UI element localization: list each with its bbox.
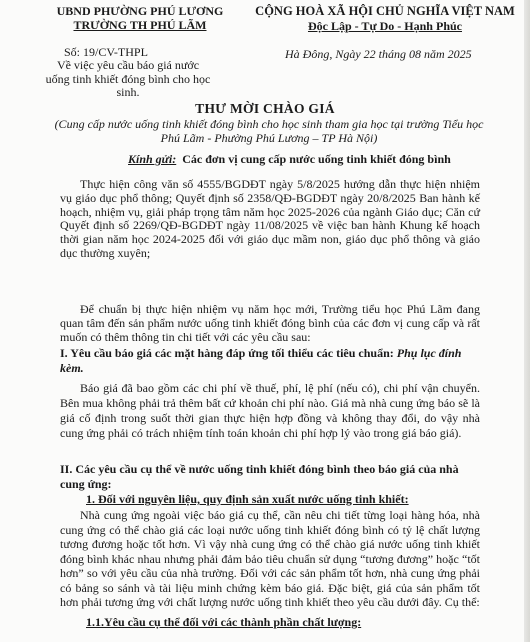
greeting-recipient: Các đơn vị cung cấp nước uống tinh khiết đóng bình (182, 152, 451, 166)
national-header (250, 4, 520, 34)
section-heading-1 (60, 346, 480, 375)
paragraph-pricing-terms: Báo giá đã bao gồm các chi phí về thuế, phí, lệ phí (nếu có), chi phí vận chuyển. Bên mua không phải trả thêm bất cứ khoản chi phí nào. Giá mà nhà cung ứng báo sẽ là giá cố định trong suốt thời gian thực hiện hợp đồng và không thay đổi, do vậy nhà cung ứng phải có trách nhiệm tính toán khoản chi phí hợp lý vào trong giá báo giá). (60, 381, 480, 440)
ward-name: UBND PHƯỜNG PHÚ LƯƠNG (56, 4, 224, 18)
document-title: THƯ MỜI CHÀO GIÁ (195, 101, 335, 116)
section-heading-1-appendix: Phụ lục đính kèm. (60, 346, 462, 375)
paragraph-purpose: Để chuẩn bị thực hiện nhiệm vụ năm học mới, Trường tiểu học Phú Lãm đang quan tâm đến sản phẩm nước uống tinh khiết đóng bình của các đơn vị cung cấp và rất muốn có thêm thông tin chi tiết với các yêu cầu sau: (60, 302, 480, 344)
subsection-heading-1-1: 1.1.Yêu cầu cụ thể đối với các thành phần chất lượng: (86, 615, 362, 629)
paragraph-product-requirements: Nhà cung ứng ngoài việc báo giá cụ thể, cần nêu chi tiết từng loại hàng hóa, nhà cung ứng có thể chào giá các loại nước uống tinh khiết đóng bình có tỷ lệ chất lượng tương đương hoặc tốt hơn. Vì vậy nhà cung ứng có thể chào giá nước uống tinh khiết đóng bình khác nhau nhưng phải đảm bảo tiêu chuẩn sử dụng “tương đương” hoặc “tốt hơn” so với yêu cầu của nhà trường. Đối với các sản phẩm tốt hơn, nhà cung ứng phải có bảng so sánh và tài liệu minh chứng kèm báo giá. Đặc biệt, giá của sản phẩm tốt hơn phải tương ứng với chất lượng nước uống tinh khiết theo yêu cầu dưới đây. Cụ thể: (60, 508, 480, 609)
country-name: CỘNG HOÀ XÃ HỘI CHỦ NGHĨA VIỆT NAM (255, 4, 515, 18)
paragraph-legal-basis: Thực hiện công văn số 4555/BGDĐT ngày 5/8/2025 hướng dẫn thực hiện nhiệm vụ giáo dục phổ thông; Quyết định số 2358/QĐ-BGDĐT ngày 20/8/2025 Ban hành kế hoạch, nhiệm vụ, giải pháp trọng tâm năm học 2025-2026 của ngành Giáo dục; Căn cứ Quyết định số 2269/QĐ-BGDĐT ngày 11/08/2025 về việc ban hành Khung kế hoạch thời gian năm học 2024-2025 đối với giáo dục mầm non, giáo dục phổ thông và giáo dục thường xuyên; (60, 177, 480, 260)
document-number: Số: 19/CV-THPL (64, 45, 148, 59)
page-edge-shadow (524, 0, 530, 642)
greeting-label: Kính gửi: (128, 152, 177, 166)
document-subject: Về việc yêu cầu báo giá nước uống tinh khiết đóng bình cho học sinh. (45, 58, 211, 99)
school-name: TRƯỜNG TH PHÚ LÃM (73, 18, 207, 32)
date-line: Hà Đông, Ngày 22 tháng 08 năm 2025 (285, 47, 472, 61)
document-subtitle: (Cung cấp nước uống tinh khiết đóng bình cho học sinh tham gia học tại trường Tiểu học Phú Lãm - Phường Phú Lương – TP Hà Nội) (54, 117, 484, 145)
greeting (128, 152, 451, 167)
national-motto: Độc Lập - Tự Do - Hạnh Phúc (307, 19, 462, 33)
issuer-header (40, 4, 240, 32)
section-heading-2: II. Các yêu cầu cụ thể về nước uống tinh khiết đóng bình theo báo giá của nhà cung ứng: (60, 462, 459, 491)
section-heading-1-text: I. Yêu cầu báo giá các mặt hàng đáp ứng tối thiểu các tiêu chuẩn: (60, 346, 394, 360)
subsection-heading-1: 1. Đối với nguyên liệu, quy định sản xuất nước uống tinh khiết: (86, 492, 409, 506)
